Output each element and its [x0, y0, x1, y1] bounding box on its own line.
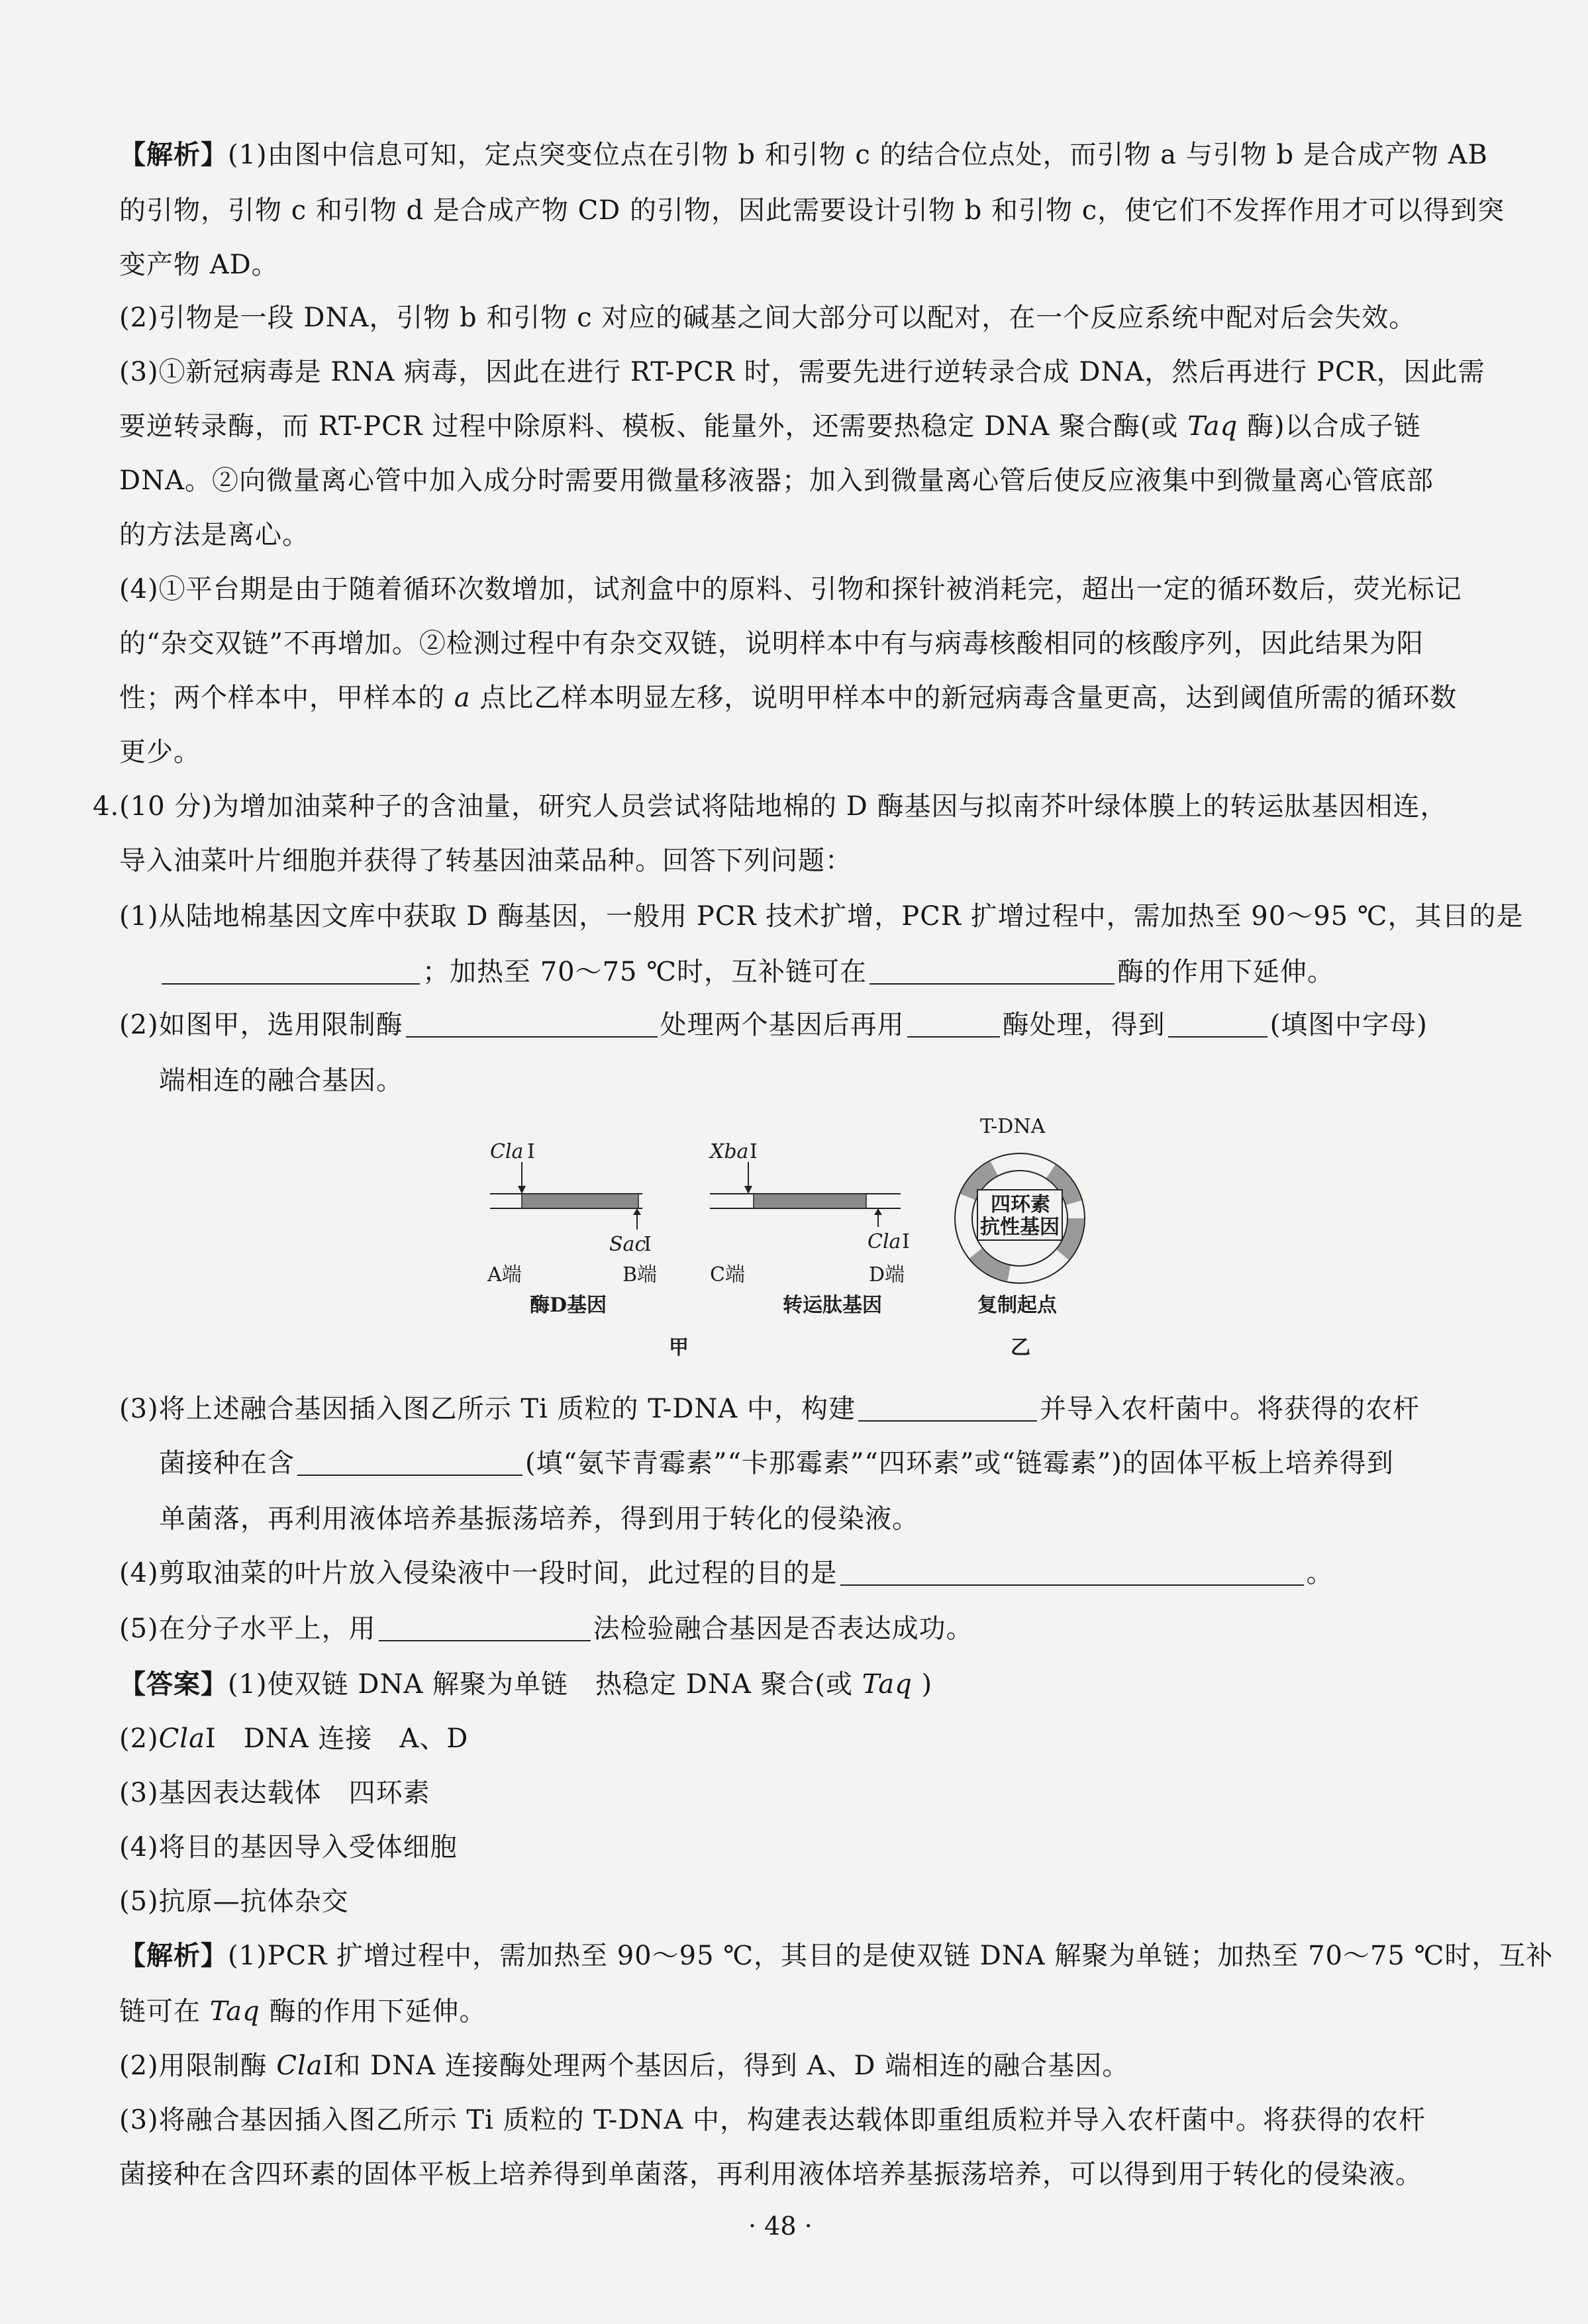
analysis-tag-2: 【解析】 [119, 1940, 228, 1971]
ti-plasmid [955, 1116, 1085, 1317]
analysis2-line5: 菌接种在含四环素的固体平板上培养得到单菌落，再利用液体培养基振荡培养，可以得到用于转化的侵染液。 [119, 2159, 1422, 2190]
roman-one-1: Ⅰ [527, 1140, 535, 1163]
xba-label: Xba [710, 1140, 749, 1163]
roman-one-2: Ⅰ [644, 1233, 652, 1256]
analysis1-line10: 的“杂交双链”不再增加。②检测过程中有杂交双链，说明样本中有与病毒核酸相同的核酸序列，因此结果为阳 [119, 628, 1424, 659]
sac-label: Sac [609, 1233, 646, 1256]
figure-yi-label: 乙 [1011, 1336, 1030, 1359]
transit-peptide-gene [709, 1140, 910, 1317]
answer-tag: 【答案】 [119, 1669, 228, 1700]
analysis1-line11: 性；两个样本中，甲样本的 a 点比乙样本明显左移，说明甲样本中的新冠病毒含量更高，达到阈值所需的循环数 [119, 683, 1458, 713]
tet-label-1: 四环素 [991, 1193, 1050, 1216]
answer-line3: (3)基因表达载体 四环素 [119, 1778, 430, 1808]
analysis1-line4: (2)引物是一段 DNA，引物 b 和引物 c 对应的碱基之间大部分可以配对，在一个反应系统中配对后会失效。 [119, 303, 1416, 333]
answer-blank [869, 957, 1115, 985]
d-end-label: D端 [869, 1263, 905, 1286]
answer-blank [406, 1010, 658, 1038]
roman-one-4: Ⅰ [902, 1230, 910, 1253]
page-number: · 48 · [748, 2211, 813, 2241]
answer-blank [858, 1394, 1037, 1422]
analysis1-line5: (3)①新冠病毒是 RNA 病毒，因此在进行 RT-PCR 时，需要先进行逆转录合成 DNA，然后再进行 PCR，因此需 [119, 357, 1485, 387]
answer-blank [379, 1614, 591, 1641]
analysis2-line4: (3)将融合基因插入图乙所示 Ti 质粒的 T-DNA 中，构建表达载体即重组质粒并导入农杆菌中。将获得的农杆 [119, 2105, 1426, 2135]
analysis1-line2: 的引物，引物 c 和引物 d 是合成产物 CD 的引物，因此需要设计引物 b 和引物 c，使它们不发挥作用才可以得到突 [119, 195, 1505, 226]
analysis1-line1: 【解析】(1)由图中信息可知，定点突变位点在引物 b 和引物 c 的结合位点处，而引物 a 与引物 b 是合成产物 AB [119, 139, 1488, 170]
question4-part5: (5)在分子水平上，用 法检验融合基因是否表达成功。 [119, 1614, 973, 1644]
question4-part3-line1: (3)将上述融合基因插入图乙所示 Ti 质粒的 T-DNA 中，构建 并导入农杆菌中。将获得的农杆 [119, 1394, 1420, 1424]
origin-label: 复制起点 [977, 1294, 1057, 1317]
tet-label-2: 抗性基因 [980, 1216, 1060, 1239]
answer-line1: 【答案】(1)使双链 DNA 解聚为单链 热稳定 DNA 聚合(或 Taq ) [119, 1669, 933, 1700]
question4-part1-line1: (1)从陆地棉基因文库中获取 D 酶基因，一般用 PCR 技术扩增，PCR 扩增过程中，需加热至 90～95 ℃，其目的是 [119, 901, 1524, 932]
answer-blank [840, 1558, 1304, 1586]
analysis1-line6: 要逆转录酶，而 RT-PCR 过程中除原料、模板、能量外，还需要热稳定 DNA 聚合酶(或 Taq 酶)以合成子链 [119, 411, 1421, 442]
d-enzyme-gene [487, 1140, 657, 1317]
peptide-gene-label: 转运肽基因 [783, 1294, 882, 1317]
tdna-label: T-DNA [980, 1116, 1046, 1138]
question4-part2-line1: (2)如图甲，选用限制酶 处理两个基因后再用 酶处理，得到 (填图中字母) [119, 1010, 1428, 1040]
b-end-label: B端 [622, 1263, 658, 1286]
answer-blank [1168, 1010, 1267, 1038]
c-end-label: C端 [710, 1263, 745, 1286]
analysis1-line7: DNA。②向微量离心管中加入成分时需要用微量移液器；加入到微量离心管后使反应液集中到微量离心管底部 [119, 465, 1434, 496]
analysis2-line3: (2)用限制酶 ClaⅠ和 DNA 连接酶处理两个基因后，得到 A、D 端相连的融合基因。 [119, 2051, 1130, 2081]
cla-label-1: Cla [490, 1140, 524, 1163]
question4-stem-line2: 导入油菜叶片细胞并获得了转基因油菜品种。回答下列问题： [119, 846, 852, 876]
answer-line5: (5)抗原—抗体杂交 [119, 1886, 349, 1917]
roman-one-3: Ⅰ [750, 1140, 758, 1163]
analysis2-line2: 链可在 Taq 酶的作用下延伸。 [119, 1996, 487, 2027]
answer-line2: (2)ClaⅠ DNA 连接 A、D [119, 1723, 469, 1754]
cla-label-2: Cla [868, 1230, 901, 1253]
figure-jia-label: 甲 [669, 1336, 689, 1359]
analysis1-line3: 变产物 AD。 [119, 250, 279, 280]
analysis1-line12: 更少。 [119, 737, 201, 767]
question4-part3-line2: 菌接种在含 (填“氨苄青霉素”“卡那霉素”“四环素”或“链霉素”)的固体平板上培养得到 [159, 1448, 1394, 1478]
answer-blank [162, 957, 420, 985]
analysis-tag: 【解析】 [119, 139, 228, 170]
analysis1-line8: 的方法是离心。 [119, 520, 309, 550]
answer-line4: (4)将目的基因导入受体细胞 [119, 1832, 458, 1863]
peptide-gene-segment [754, 1194, 866, 1208]
question4-part4: (4)剪取油菜的叶片放入侵染液中一段时间，此过程的目的是 。 [119, 1558, 1334, 1588]
question4-part2-line2: 端相连的融合基因。 [159, 1065, 403, 1096]
answer-blank [297, 1448, 522, 1476]
question4-part3-line3: 单菌落，再利用液体培养基振荡培养，得到用于转化的侵染液。 [159, 1504, 919, 1534]
d-gene-label: 酶D基因 [530, 1294, 607, 1317]
question4-part1-line2: ；加热至 70～75 ℃时，互补链可在 酶的作用下延伸。 [159, 953, 1334, 991]
a-end-label: A端 [487, 1263, 522, 1286]
answer-blank [907, 1010, 1000, 1038]
analysis1-line9: (4)①平台期是由于随着循环次数增加，试剂盒中的原料、引物和探针被消耗完，超出一定的循环数后，荧光标记 [119, 574, 1462, 605]
question4-stem-line1: 4.(10 分)为增加油菜种子的含油量，研究人员尝试将陆地棉的 D 酶基因与拟南芥叶绿体膜上的转运肽基因相连， [93, 791, 1448, 822]
d-gene-segment [522, 1194, 638, 1208]
gene-diagram [464, 1116, 1126, 1367]
analysis2-line1: 【解析】(1)PCR 扩增过程中，需加热至 90～95 ℃，其目的是使双链 DNA 解聚为单链；加热至 70～75 ℃时，互补 [119, 1940, 1554, 1971]
